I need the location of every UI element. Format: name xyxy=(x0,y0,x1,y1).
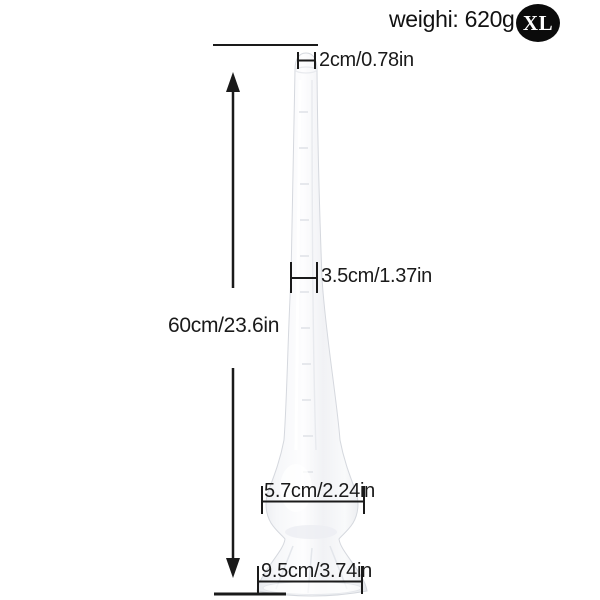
bulb-diameter-label: 5.7cm/2.24in xyxy=(264,480,375,502)
base-diameter-label: 9.5cm/3.74in xyxy=(261,560,372,582)
tip-diameter-label: 2cm/0.78in xyxy=(319,49,414,71)
size-badge xyxy=(516,4,560,42)
size-badge-text: XL xyxy=(522,10,554,35)
weight-label: weighi: 620g xyxy=(389,6,515,32)
waist-shading xyxy=(285,525,337,539)
shaft-diameter-label: 3.5cm/1.37in xyxy=(321,265,432,287)
total-length-label: 60cm/23.6in xyxy=(168,314,280,337)
down-arrowhead-icon xyxy=(226,558,240,578)
up-arrowhead-icon xyxy=(226,72,240,92)
